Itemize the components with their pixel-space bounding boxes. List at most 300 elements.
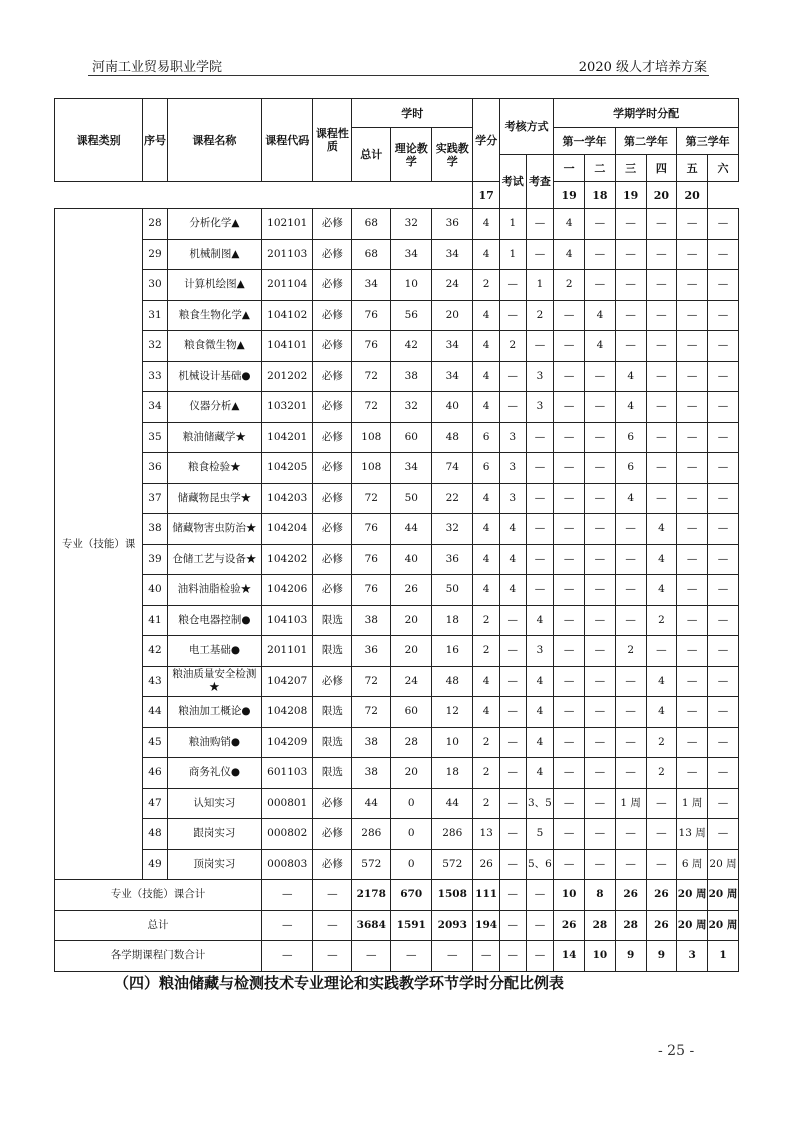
table-row [55, 392, 739, 423]
cell-total: 72 [352, 666, 391, 697]
cell-t6: — [708, 361, 739, 392]
cell-total: 38 [352, 727, 391, 758]
cell-t5: — [677, 697, 708, 728]
th-weeks: 19 [554, 182, 585, 209]
cell-code: 104202 [262, 544, 313, 575]
cell-check: — [526, 483, 554, 514]
summary-cell: — [432, 941, 473, 972]
cell-theory: 10 [391, 270, 432, 301]
summary-cell: — [499, 941, 526, 972]
summary-label: 总计 [55, 910, 262, 941]
cell-practice: 36 [432, 209, 473, 240]
cell-t6: — [708, 514, 739, 545]
cell-code: 201202 [262, 361, 313, 392]
cell-t1: — [554, 697, 585, 728]
cell-check: 1 [526, 270, 554, 301]
th-theory: 理论教学 [391, 128, 432, 182]
cell-theory: 32 [391, 392, 432, 423]
cell-t6: — [708, 727, 739, 758]
table-row [55, 300, 739, 331]
summary-cell: 26 [646, 880, 677, 911]
cell-code: 104207 [262, 666, 313, 697]
cell-credit: 4 [473, 239, 500, 270]
cell-seq: 43 [143, 666, 168, 697]
cell-t4: 4 [646, 575, 677, 606]
summary-cell: 1 [708, 941, 739, 972]
summary-cell: — [262, 910, 313, 941]
cell-check: — [526, 331, 554, 362]
cell-practice: 40 [432, 392, 473, 423]
cell-total: 76 [352, 331, 391, 362]
cell-name: 跟岗实习 [167, 819, 261, 850]
th-practice: 实践教学 [432, 128, 473, 182]
cell-t6: 20 周 [708, 849, 739, 880]
cell-theory: 42 [391, 331, 432, 362]
summary-cell: 10 [585, 941, 616, 972]
cell-seq: 33 [143, 361, 168, 392]
cell-seq: 39 [143, 544, 168, 575]
th-category: 课程类别 [55, 99, 143, 182]
summary-cell: 3 [677, 941, 708, 972]
cell-practice: 34 [432, 239, 473, 270]
th-distribution: 学期学时分配 [554, 99, 739, 128]
table-row [55, 361, 739, 392]
th-term: 六 [708, 155, 739, 182]
table-row [55, 605, 739, 636]
cell-t3: — [615, 849, 646, 880]
table-row [55, 422, 739, 453]
cell-credit: 2 [473, 758, 500, 789]
summary-cell: 670 [391, 880, 432, 911]
summary-label: 各学期课程门数合计 [55, 941, 262, 972]
summary-cell: 1508 [432, 880, 473, 911]
cell-exam: — [499, 392, 526, 423]
cell-code: 104204 [262, 514, 313, 545]
cell-credit: 4 [473, 544, 500, 575]
cell-t6: — [708, 453, 739, 484]
cell-t3: 4 [615, 392, 646, 423]
cell-t3: — [615, 575, 646, 606]
cell-check: 4 [526, 727, 554, 758]
th-year: 第二学年 [615, 128, 677, 155]
cell-t2: — [585, 392, 616, 423]
cell-practice: 16 [432, 636, 473, 667]
cell-code: 104208 [262, 697, 313, 728]
cell-t6: — [708, 666, 739, 697]
cell-name: 认知实习 [167, 788, 261, 819]
cell-check: 2 [526, 300, 554, 331]
summary-cell: — [473, 941, 500, 972]
cell-theory: 20 [391, 636, 432, 667]
cell-nature: 必修 [313, 544, 352, 575]
cell-nature: 必修 [313, 514, 352, 545]
cell-code: 000803 [262, 849, 313, 880]
th-total: 总计 [352, 128, 391, 182]
table-row [55, 331, 739, 362]
cell-exam: — [499, 758, 526, 789]
cell-nature: 必修 [313, 422, 352, 453]
cell-check: — [526, 422, 554, 453]
cell-code: 104102 [262, 300, 313, 331]
cell-check: — [526, 209, 554, 240]
cell-t3: — [615, 727, 646, 758]
cell-t6: — [708, 422, 739, 453]
cell-practice: 34 [432, 361, 473, 392]
cell-name: 粮油购销● [167, 727, 261, 758]
cell-total: 76 [352, 575, 391, 606]
cell-t3: — [615, 239, 646, 270]
cell-seq: 28 [143, 209, 168, 240]
cell-t2: — [585, 666, 616, 697]
summary-cell: 8 [585, 880, 616, 911]
cell-name: 粮油质量安全检测★ [167, 666, 261, 697]
cell-name: 粮食检验★ [167, 453, 261, 484]
th-exam: 考试 [499, 155, 526, 209]
summary-cell: 28 [585, 910, 616, 941]
cell-t3: — [615, 270, 646, 301]
summary-row-major [55, 880, 739, 911]
th-code: 课程代码 [262, 99, 313, 182]
th-term: 三 [615, 155, 646, 182]
cell-credit: 4 [473, 331, 500, 362]
cell-credit: 13 [473, 819, 500, 850]
category-cell: 专业（技能）课 [55, 209, 143, 880]
cell-name: 粮油加工概论● [167, 697, 261, 728]
cell-check: — [526, 575, 554, 606]
cell-t4: — [646, 239, 677, 270]
cell-t5: — [677, 239, 708, 270]
cell-nature: 必修 [313, 483, 352, 514]
summary-cell: 10 [554, 880, 585, 911]
cell-exam: — [499, 849, 526, 880]
cell-seq: 32 [143, 331, 168, 362]
cell-t2: — [585, 209, 616, 240]
cell-credit: 2 [473, 788, 500, 819]
cell-t1: — [554, 605, 585, 636]
summary-cell: — [313, 880, 352, 911]
cell-t5: — [677, 392, 708, 423]
cell-t2: — [585, 453, 616, 484]
cell-theory: 26 [391, 575, 432, 606]
summary-cell: 26 [646, 910, 677, 941]
cell-practice: 10 [432, 727, 473, 758]
cell-t4: — [646, 422, 677, 453]
cell-t1: — [554, 422, 585, 453]
summary-cell: 20 周 [677, 910, 708, 941]
cell-t1: — [554, 361, 585, 392]
cell-theory: 0 [391, 849, 432, 880]
cell-code: 104201 [262, 422, 313, 453]
cell-t2: — [585, 758, 616, 789]
cell-seq: 31 [143, 300, 168, 331]
cell-t2: — [585, 819, 616, 850]
summary-cell: 111 [473, 880, 500, 911]
cell-code: 104209 [262, 727, 313, 758]
cell-t6: — [708, 392, 739, 423]
cell-credit: 6 [473, 422, 500, 453]
cell-credit: 4 [473, 392, 500, 423]
cell-seq: 46 [143, 758, 168, 789]
table-row [55, 636, 739, 667]
cell-exam: 4 [499, 575, 526, 606]
cell-t5: — [677, 758, 708, 789]
cell-theory: 32 [391, 209, 432, 240]
cell-check: 4 [526, 605, 554, 636]
summary-cell: 14 [554, 941, 585, 972]
cell-t1: — [554, 514, 585, 545]
cell-exam: — [499, 361, 526, 392]
cell-code: 201103 [262, 239, 313, 270]
cell-theory: 56 [391, 300, 432, 331]
cell-t1: — [554, 544, 585, 575]
table-row [55, 788, 739, 819]
cell-credit: 2 [473, 636, 500, 667]
summary-cell: — [499, 910, 526, 941]
cell-practice: 74 [432, 453, 473, 484]
cell-name: 分析化学▲ [167, 209, 261, 240]
cell-practice: 44 [432, 788, 473, 819]
cell-t1: 2 [554, 270, 585, 301]
cell-t6: — [708, 483, 739, 514]
cell-t2: — [585, 544, 616, 575]
cell-check: 5 [526, 819, 554, 850]
cell-nature: 限选 [313, 758, 352, 789]
cell-total: 572 [352, 849, 391, 880]
summary-cell: 20 周 [708, 910, 739, 941]
cell-t5: — [677, 514, 708, 545]
cell-theory: 0 [391, 819, 432, 850]
cell-t5: — [677, 575, 708, 606]
th-year: 第三学年 [677, 128, 739, 155]
summary-cell: 2093 [432, 910, 473, 941]
cell-t3: 2 [615, 636, 646, 667]
cell-t2: 4 [585, 300, 616, 331]
cell-t1: — [554, 300, 585, 331]
cell-exam: — [499, 636, 526, 667]
cell-t3: 6 [615, 422, 646, 453]
cell-t1: — [554, 331, 585, 362]
cell-credit: 2 [473, 270, 500, 301]
cell-check: — [526, 239, 554, 270]
cell-exam: 1 [499, 239, 526, 270]
cell-seq: 35 [143, 422, 168, 453]
cell-t6: — [708, 300, 739, 331]
cell-code: 201104 [262, 270, 313, 301]
cell-theory: 44 [391, 514, 432, 545]
cell-exam: 4 [499, 544, 526, 575]
summary-cell: — [526, 880, 554, 911]
cell-t4: — [646, 300, 677, 331]
cell-t6: — [708, 331, 739, 362]
table-row [55, 270, 739, 301]
summary-row-total [55, 910, 739, 941]
cell-total: 68 [352, 209, 391, 240]
cell-practice: 18 [432, 605, 473, 636]
cell-credit: 4 [473, 575, 500, 606]
cell-name: 油料油脂检验★ [167, 575, 261, 606]
th-year: 第一学年 [554, 128, 616, 155]
th-weeks: 19 [615, 182, 646, 209]
cell-practice: 34 [432, 331, 473, 362]
cell-t3: 4 [615, 361, 646, 392]
cell-nature: 限选 [313, 636, 352, 667]
cell-seq: 38 [143, 514, 168, 545]
cell-t2: — [585, 727, 616, 758]
cell-t3: — [615, 514, 646, 545]
summary-cell: 9 [615, 941, 646, 972]
summary-cell: 26 [615, 880, 646, 911]
cell-theory: 60 [391, 422, 432, 453]
th-weeks: 17 [473, 182, 500, 209]
summary-cell: 3684 [352, 910, 391, 941]
cell-exam: — [499, 666, 526, 697]
summary-cell: — [262, 941, 313, 972]
cell-exam: — [499, 697, 526, 728]
cell-total: 72 [352, 483, 391, 514]
cell-theory: 40 [391, 544, 432, 575]
cell-name: 电工基础● [167, 636, 261, 667]
cell-t3: — [615, 605, 646, 636]
cell-t5: — [677, 544, 708, 575]
cell-t4: 4 [646, 514, 677, 545]
cell-seq: 34 [143, 392, 168, 423]
cell-seq: 29 [143, 239, 168, 270]
cell-name: 储藏物昆虫学★ [167, 483, 261, 514]
cell-t5: — [677, 483, 708, 514]
cell-total: 72 [352, 361, 391, 392]
cell-t6: — [708, 697, 739, 728]
cell-t6: — [708, 758, 739, 789]
cell-code: 104101 [262, 331, 313, 362]
th-term: 一 [554, 155, 585, 182]
header-school: 河南工业贸易职业学院 [92, 60, 223, 75]
cell-code: 000802 [262, 819, 313, 850]
cell-practice: 22 [432, 483, 473, 514]
cell-t2: — [585, 422, 616, 453]
cell-code: 201101 [262, 636, 313, 667]
cell-nature: 必修 [313, 575, 352, 606]
cell-total: 72 [352, 392, 391, 423]
cell-t3: — [615, 758, 646, 789]
cell-t4: — [646, 209, 677, 240]
cell-t1: — [554, 849, 585, 880]
cell-t5: — [677, 331, 708, 362]
cell-t2: — [585, 636, 616, 667]
cell-theory: 34 [391, 239, 432, 270]
summary-cell: — [313, 941, 352, 972]
cell-practice: 36 [432, 544, 473, 575]
cell-t3: — [615, 209, 646, 240]
cell-t4: — [646, 819, 677, 850]
cell-name: 粮仓电器控制● [167, 605, 261, 636]
summary-cell: — [391, 941, 432, 972]
cell-exam: 3 [499, 422, 526, 453]
cell-nature: 必修 [313, 270, 352, 301]
cell-t1: — [554, 575, 585, 606]
cell-check: 4 [526, 666, 554, 697]
course-table [54, 98, 739, 972]
cell-t3: 4 [615, 483, 646, 514]
cell-t5: — [677, 636, 708, 667]
cell-seq: 44 [143, 697, 168, 728]
cell-t5: — [677, 209, 708, 240]
cell-nature: 必修 [313, 300, 352, 331]
summary-cell: 28 [615, 910, 646, 941]
cell-t1: 4 [554, 209, 585, 240]
cell-check: — [526, 514, 554, 545]
cell-t2: — [585, 788, 616, 819]
cell-t6: — [708, 270, 739, 301]
cell-total: 108 [352, 422, 391, 453]
cell-t4: 4 [646, 544, 677, 575]
table-row [55, 209, 739, 240]
cell-seq: 47 [143, 788, 168, 819]
summary-cell: — [352, 941, 391, 972]
cell-check: 4 [526, 758, 554, 789]
cell-t6: — [708, 544, 739, 575]
cell-nature: 必修 [313, 361, 352, 392]
cell-code: 000801 [262, 788, 313, 819]
cell-seq: 41 [143, 605, 168, 636]
table-row [55, 697, 739, 728]
cell-practice: 32 [432, 514, 473, 545]
cell-exam: — [499, 300, 526, 331]
cell-exam: — [499, 605, 526, 636]
cell-t1: — [554, 727, 585, 758]
cell-t4: 4 [646, 666, 677, 697]
cell-t4: 2 [646, 605, 677, 636]
cell-t6: — [708, 819, 739, 850]
cell-total: 108 [352, 453, 391, 484]
cell-exam: — [499, 727, 526, 758]
cell-total: 76 [352, 300, 391, 331]
cell-nature: 必修 [313, 788, 352, 819]
summary-cell: 194 [473, 910, 500, 941]
table-row [55, 666, 739, 697]
cell-t2: — [585, 575, 616, 606]
cell-t4: 2 [646, 727, 677, 758]
cell-t4: 4 [646, 697, 677, 728]
cell-t3: — [615, 300, 646, 331]
th-weeks: 20 [646, 182, 677, 209]
th-check: 考查 [526, 155, 554, 209]
cell-theory: 20 [391, 758, 432, 789]
summary-cell: — [526, 941, 554, 972]
table-row [55, 514, 739, 545]
cell-exam: — [499, 788, 526, 819]
cell-nature: 必修 [313, 392, 352, 423]
cell-practice: 12 [432, 697, 473, 728]
cell-nature: 限选 [313, 727, 352, 758]
cell-t3: — [615, 819, 646, 850]
cell-theory: 34 [391, 453, 432, 484]
cell-credit: 4 [473, 666, 500, 697]
cell-t4: — [646, 453, 677, 484]
cell-t5: — [677, 300, 708, 331]
cell-check: 4 [526, 697, 554, 728]
cell-t5: 13 周 [677, 819, 708, 850]
header-plan: 2020 级人才培养方案 [578, 60, 707, 75]
cell-t1: 4 [554, 239, 585, 270]
cell-t2: 4 [585, 331, 616, 362]
cell-t2: — [585, 605, 616, 636]
cell-check: 3 [526, 636, 554, 667]
table-row [55, 849, 739, 880]
cell-theory: 60 [391, 697, 432, 728]
table-row [55, 727, 739, 758]
cell-t1: — [554, 636, 585, 667]
cell-name: 商务礼仪● [167, 758, 261, 789]
